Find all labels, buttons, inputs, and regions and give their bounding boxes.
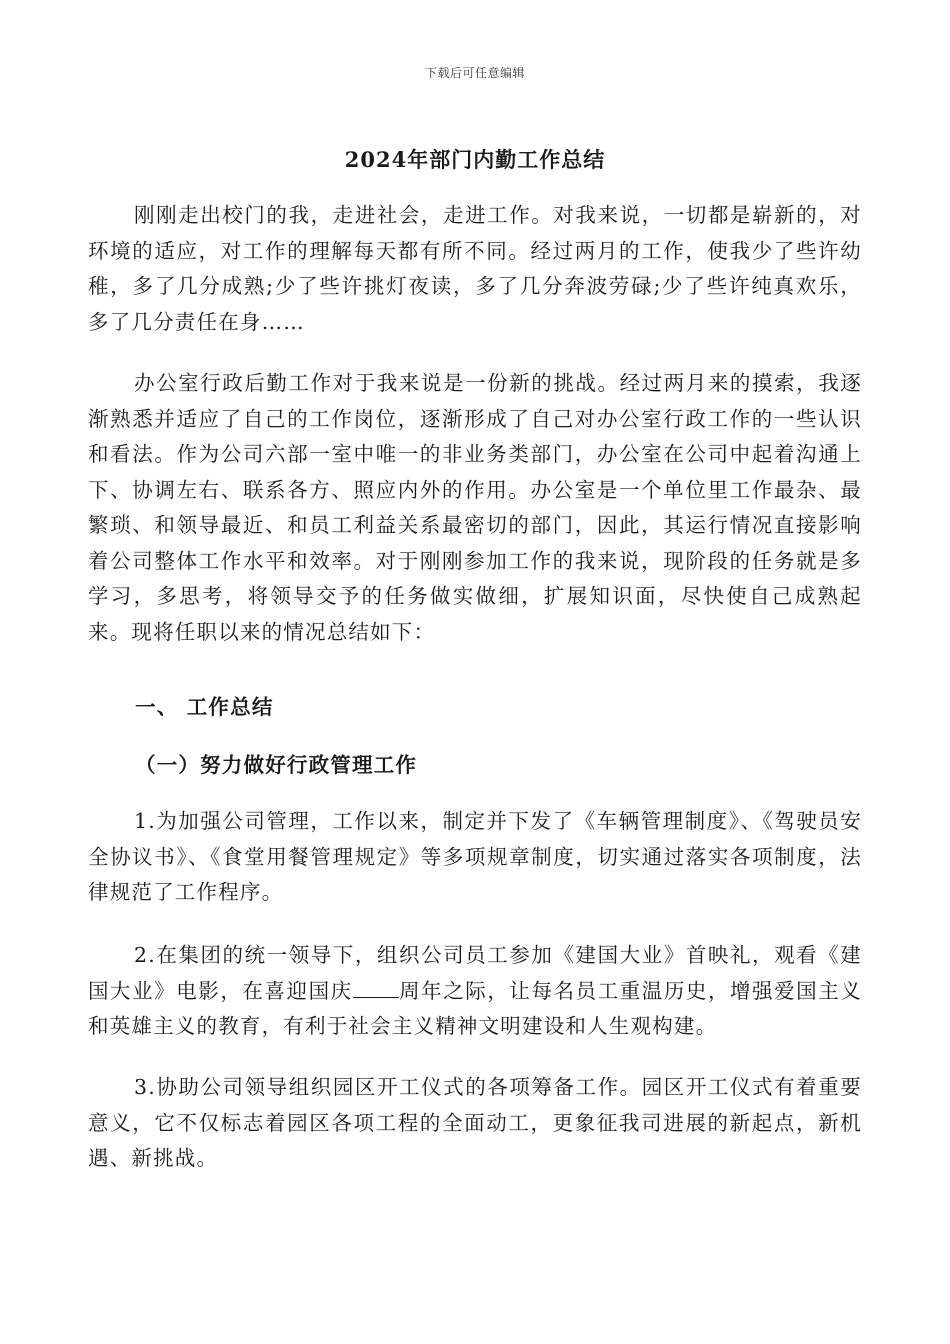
header-note: 下载后可任意编辑 [424,66,525,80]
blank-underline [353,975,399,998]
list-item-2 [88,938,862,1045]
paragraph-office-work: 办公室行政后勤工作对于我来说是一份新的挑战。经过两月来的摸索，我逐渐熟悉并适应了自己的工作岗位，逐渐形成了自己对办公室行政工作的一些认识和看法。作为公司六部一室中唯一的非业务类部门，办公室在公司中起着沟通上下、协调左右、联系各方、照应内外的作用。办公室是一个单位里工作最杂、最繁琐、和领导最近、和员工利益关系最密切的部门，因此，其运行情况直接影响着公司整体工作水平和效率。对于刚刚参加工作的我来说，现阶段的任务就是多学习，多思考，将领导交予的任务做实做细，扩展知识面，尽快使自己成熟起来。现将任职以来的情况总结如下： [88,371,862,644]
list-item-3: 3.协助公司领导组织园区开工仪式的各项筹备工作。园区开工仪式有着重要意义，它不仅标志着园区各项工程的全面动工，更象征我司进展的新起点，新机遇、新挑战。 [88,1075,862,1170]
paragraph-intro: 刚刚走出校门的我，走进社会，走进工作。对我来说，一切都是崭新的，对环境的适应，对工作的理解每天都有所不同。经过两月的工作，使我少了些许幼稚，多了几分成熟;少了些许挑灯夜读，多了几分奔波劳碌;少了些许纯真欢乐，多了几分责任在身…… [88,203,862,334]
list-item-1: 1.为加强公司管理，工作以来，制定并下发了《车辆管理制度》、《驾驶员安全协议书》、《食堂用餐管理规定》等多项规章制度，切实通过落实各项制度，法律规范了工作程序。 [88,809,862,904]
document-title: 2024年部门内勤工作总结 [344,147,606,172]
subsection-heading-admin: （一）努力做好行政管理工作 [135,753,418,777]
list-item-2-part-a: 2.在集团的统一领导下，组织公司员工参加《建国大业》首映礼，观看《建国大业》电影，在喜迎国庆 [88,943,862,1003]
list-item-2-part-b: 周年之际，让每名员工重温历史，增强爱国主义和英雄主义的教育，有利于社会主义精神文明建设和人生观构建。 [88,978,862,1038]
section-heading-work-summary: 一、 工作总结 [135,695,274,719]
